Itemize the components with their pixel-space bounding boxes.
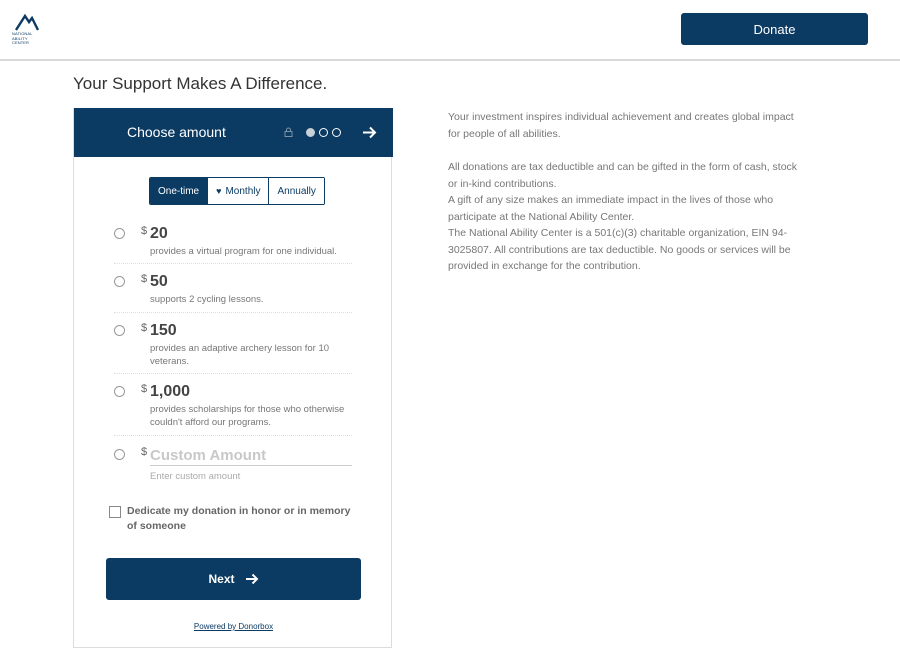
step-dot-active — [306, 128, 315, 137]
arrow-right-icon[interactable] — [362, 125, 377, 140]
frequency-toggle — [149, 177, 325, 205]
info-tax: All donations are tax deductible and can be gifted in the form of cash, stock or in-kind contributions. — [448, 161, 798, 190]
logo-text — [12, 32, 42, 46]
currency-symbol: $ — [141, 273, 148, 285]
currency-symbol: $ — [141, 383, 148, 395]
frequency-label: One-time — [158, 185, 200, 197]
amount-description: provides a virtual program for one individual. — [150, 246, 337, 257]
info-gift: A gift of any size makes an immediate impact in the lives of those who participate at the National Ability Center. — [448, 194, 774, 223]
amount-description: provides an adaptive archery lesson for 10 veterans. — [150, 343, 330, 367]
currency-symbol: $ — [141, 446, 148, 458]
dedicate-checkbox[interactable] — [109, 506, 121, 518]
divider — [114, 263, 352, 264]
form-title: Choose amount — [127, 124, 226, 140]
frequency-one-time[interactable] — [150, 178, 208, 204]
info-org: The National Ability Center is a 501(c)(3) charitable organization, EIN 94-3025807. All contributions are tax deductible. No goods or services will be provided in exchange for the contribution. — [448, 227, 791, 272]
heart-icon: ♥ — [216, 186, 222, 196]
step-dot — [332, 128, 341, 137]
top-bar — [0, 0, 900, 61]
dedicate-label[interactable]: Dedicate my donation in honor or in memory of someone — [127, 505, 351, 532]
amount-radio[interactable] — [114, 449, 125, 460]
amount-value: 50 — [150, 273, 168, 290]
logo-text-line: CENTER — [12, 40, 30, 45]
frequency-label: Monthly — [225, 185, 261, 197]
amount-radio[interactable] — [114, 228, 125, 239]
frequency-label: Annually — [277, 185, 316, 197]
divider — [114, 373, 352, 374]
arrow-right-icon — [245, 572, 259, 586]
amount-radio[interactable] — [114, 325, 125, 336]
next-button-label: Next — [208, 572, 235, 586]
custom-amount-hint: Enter custom amount — [150, 471, 241, 482]
lock-icon — [284, 127, 293, 137]
next-button[interactable] — [106, 558, 361, 600]
amount-value: 1,000 — [150, 383, 191, 400]
form-header — [74, 108, 393, 157]
frequency-annually[interactable] — [269, 178, 323, 204]
info-panel — [448, 109, 808, 275]
amount-value: 150 — [150, 322, 177, 339]
logo-text-line: NATIONAL — [12, 31, 33, 36]
custom-amount-input[interactable] — [150, 446, 352, 466]
step-indicator — [306, 128, 341, 137]
logo-text-line: ABILITY — [12, 35, 28, 41]
step-dot — [319, 128, 328, 137]
logo[interactable] — [12, 12, 42, 48]
donation-form — [73, 108, 392, 648]
currency-symbol: $ — [141, 322, 148, 334]
amount-value: 20 — [150, 225, 168, 242]
amount-radio[interactable] — [114, 386, 125, 397]
mountain-logo-icon — [14, 12, 40, 32]
amount-radio[interactable] — [114, 276, 125, 287]
divider — [114, 435, 352, 436]
powered-by-link[interactable]: Powered by Donorbox — [193, 622, 274, 631]
donate-button[interactable]: Donate — [681, 13, 868, 45]
page-title: Your Support Makes A Difference. — [73, 74, 328, 93]
frequency-monthly[interactable] — [208, 178, 269, 204]
info-intro: Your investment inspires individual achievement and creates global impact for people of all abilities. — [448, 111, 794, 140]
amount-description: supports 2 cycling lessons. — [150, 294, 264, 305]
amount-description: provides scholarships for those who otherwise couldn't afford our programs. — [150, 404, 345, 428]
currency-symbol: $ — [141, 225, 148, 237]
divider — [114, 312, 352, 313]
